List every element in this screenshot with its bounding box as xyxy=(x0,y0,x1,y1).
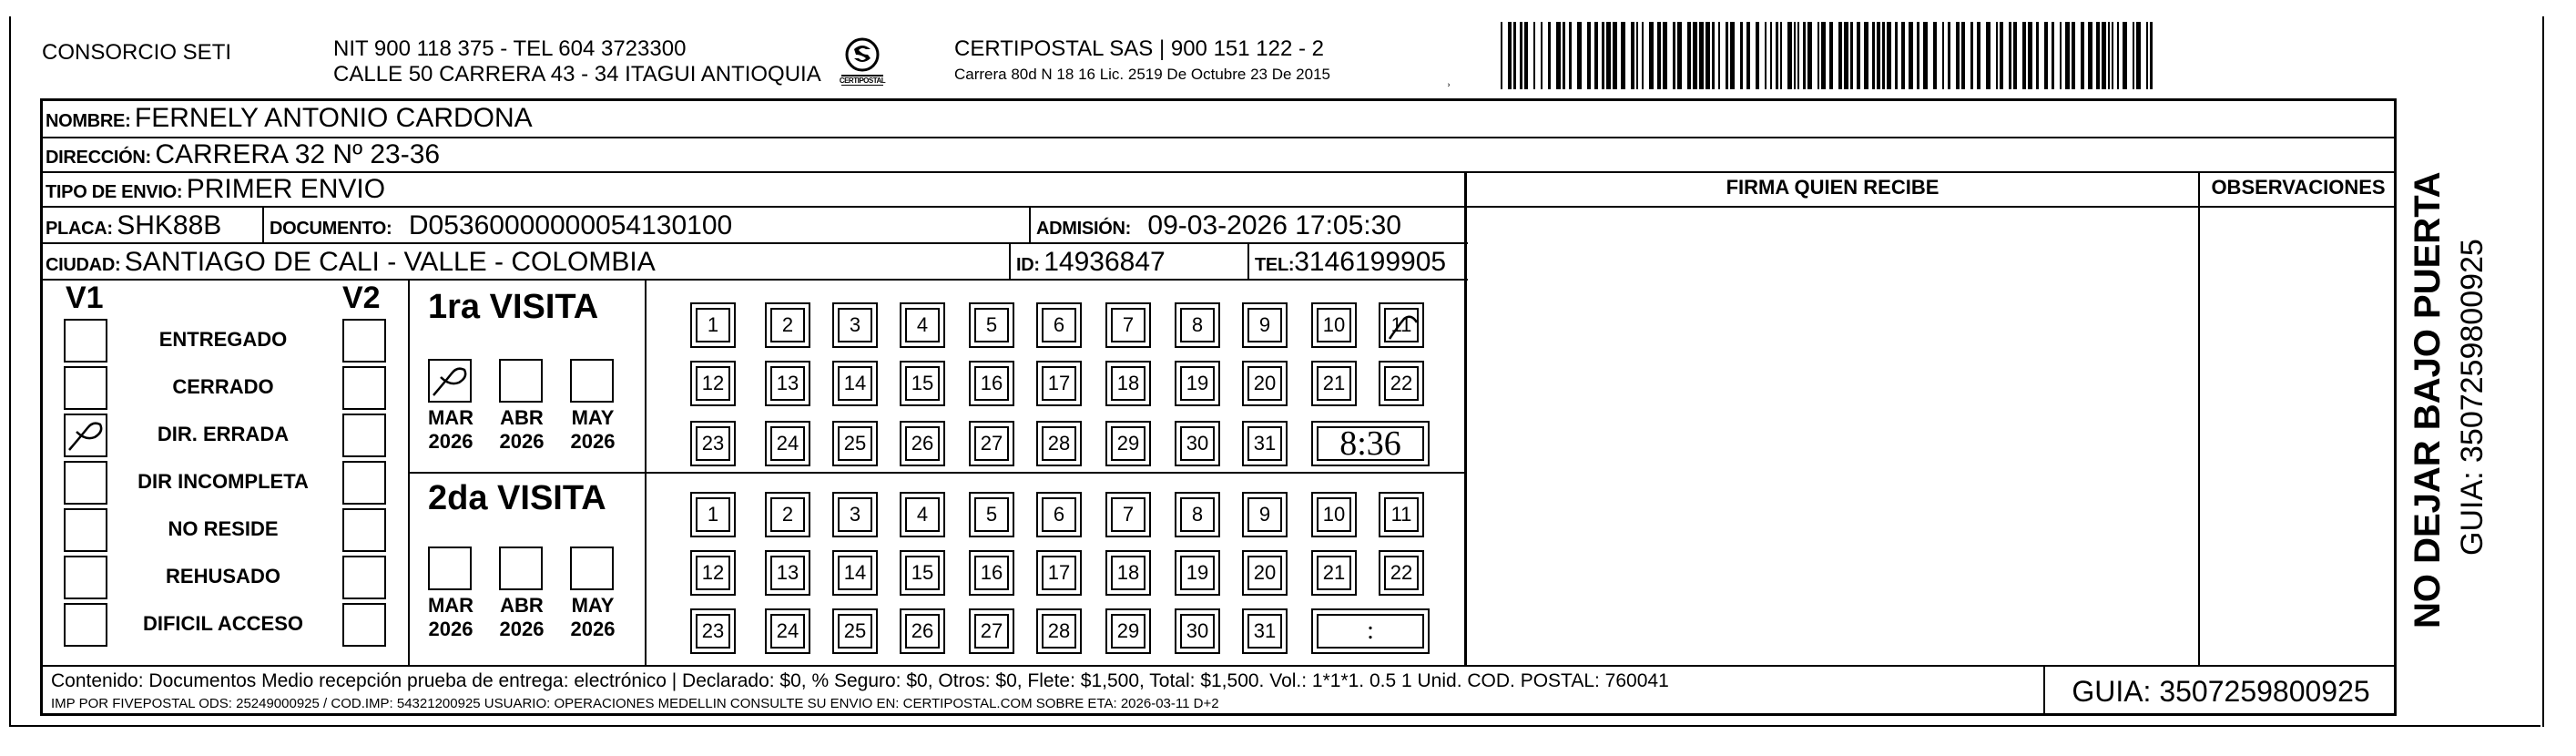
barcode-bar xyxy=(1602,22,1604,89)
day-number: 15 xyxy=(905,366,940,401)
day-number: 2 xyxy=(770,497,805,532)
barcode-bar xyxy=(1541,22,1543,89)
barcode-bar xyxy=(1787,22,1792,89)
nombre-row xyxy=(46,103,533,134)
id-label: ID: xyxy=(1016,255,1040,275)
day-number: 19 xyxy=(1180,366,1215,401)
day-number: 17 xyxy=(1042,366,1076,401)
day-box[interactable] xyxy=(900,608,945,654)
day-number: 16 xyxy=(974,366,1009,401)
day-box[interactable] xyxy=(900,550,945,596)
v1-label: V1 xyxy=(66,281,104,315)
barcode-bar xyxy=(1533,22,1535,89)
imp-line: IMP POR FIVEPOSTAL ODS: 25249000925 / COD.IMP: 54321200925 USUARIO: OPERACIONES MEDELLIN CONSULTE SU ENVIO EN: CERTIPOSTAL.COM SOBRE ETA: 2026-03-11 D+2 xyxy=(51,696,1219,711)
day-box[interactable] xyxy=(1036,421,1082,466)
barcode-bar xyxy=(1909,22,1913,89)
day-box[interactable] xyxy=(1105,550,1151,596)
day-number: 8 xyxy=(1180,497,1215,532)
barcode-bar xyxy=(1636,22,1638,89)
barcode-bar xyxy=(1556,22,1561,89)
barcode-bar xyxy=(1587,22,1591,89)
direccion-label: DIRECCIÓN: xyxy=(46,148,151,168)
barcode-bar xyxy=(2022,22,2026,89)
day-number: 25 xyxy=(838,426,872,461)
day-number: 8 xyxy=(1180,308,1215,342)
day-number: 9 xyxy=(1247,308,1282,342)
barcode-bar xyxy=(1917,22,1919,89)
status-label: REHUSADO xyxy=(166,565,280,587)
day-box[interactable] xyxy=(1175,421,1220,466)
barcode-bar xyxy=(1606,22,1611,89)
barcode-bar xyxy=(1872,22,1875,89)
tipo-row xyxy=(46,174,385,205)
day-number: 21 xyxy=(1317,556,1351,590)
documento-label: DOCUMENTO: xyxy=(270,219,392,239)
day-number: 6 xyxy=(1042,497,1076,532)
day-box[interactable] xyxy=(1175,550,1220,596)
day-number: 31 xyxy=(1247,426,1282,461)
barcode-bar xyxy=(2102,22,2106,89)
status-label: DIFICIL ACCESO xyxy=(142,612,303,635)
barcode-bar xyxy=(1864,22,1868,89)
day-box[interactable] xyxy=(969,302,1014,348)
barcode-bar xyxy=(1563,22,1565,89)
barcode-bar xyxy=(1765,22,1767,89)
admision-row xyxy=(1036,210,1401,241)
day-box[interactable] xyxy=(1242,608,1288,654)
barcode-bar xyxy=(1996,22,1998,89)
barcode-bar xyxy=(2028,22,2032,89)
status-label: DIR INCOMPLETA xyxy=(137,470,309,493)
day-box[interactable] xyxy=(690,492,736,537)
barcode-bar xyxy=(1513,22,1516,89)
barcode-bar xyxy=(2009,22,2011,89)
barcode-bar xyxy=(1780,22,1782,89)
day-box[interactable] xyxy=(1311,550,1357,596)
barcode-bar xyxy=(1548,22,1551,89)
day-box[interactable] xyxy=(1242,550,1288,596)
day-box[interactable] xyxy=(690,361,736,406)
day-box[interactable] xyxy=(1175,361,1220,406)
barcode-bar xyxy=(2150,22,2153,89)
day-number: 22 xyxy=(1384,556,1419,590)
day-number: 3 xyxy=(838,497,872,532)
barcode-bar xyxy=(1794,22,1796,89)
month-label: MAY 2026 xyxy=(570,406,616,453)
day-box[interactable] xyxy=(690,421,736,466)
day-number: 30 xyxy=(1180,614,1215,649)
barcode-bar xyxy=(1977,22,1980,89)
day-box[interactable] xyxy=(690,550,736,596)
barcode-bar xyxy=(1746,22,1750,89)
time-value: 8:36 xyxy=(1317,426,1424,461)
barcode-bar xyxy=(2112,22,2113,89)
day-number: 13 xyxy=(770,366,805,401)
status-label: CERRADO xyxy=(172,375,274,398)
day-number: 18 xyxy=(1111,366,1145,401)
month-label: ABR 2026 xyxy=(499,594,545,640)
day-number: 11 xyxy=(1384,308,1419,342)
day-box[interactable] xyxy=(832,492,878,537)
day-number: 9 xyxy=(1247,497,1282,532)
day-box[interactable] xyxy=(832,550,878,596)
day-number: 29 xyxy=(1111,426,1145,461)
barcode-bar xyxy=(1621,22,1625,89)
documento-row xyxy=(270,210,732,241)
barcode-bar xyxy=(1829,22,1833,89)
day-box[interactable] xyxy=(1175,492,1220,537)
barcode-bar xyxy=(1956,22,1960,89)
day-box[interactable] xyxy=(1105,302,1151,348)
barcode-bar xyxy=(1569,22,1572,89)
barcode-bar xyxy=(1797,22,1799,89)
barcode-bar xyxy=(1649,22,1654,89)
day-box[interactable] xyxy=(1105,361,1151,406)
barcode-bar xyxy=(1642,22,1644,89)
day-box[interactable] xyxy=(969,492,1014,537)
day-number: 4 xyxy=(905,497,940,532)
barcode-bar xyxy=(1776,22,1778,89)
barcode-bar xyxy=(1726,22,1728,89)
nit-line: NIT 900 118 375 - TEL 604 3723300 xyxy=(333,36,687,61)
barcode-bar xyxy=(2123,22,2127,89)
day-number: 5 xyxy=(974,308,1009,342)
barcode-bar xyxy=(1770,22,1772,89)
id-row xyxy=(1016,247,1166,278)
barcode-bar xyxy=(1524,22,1528,89)
day-box[interactable] xyxy=(1105,492,1151,537)
barcode-bar xyxy=(1942,22,1944,89)
day-box[interactable] xyxy=(1379,492,1424,537)
visit-title: 2da VISITA xyxy=(428,479,606,517)
day-box[interactable] xyxy=(1036,361,1082,406)
day-number: 14 xyxy=(838,366,872,401)
day-box[interactable] xyxy=(1036,550,1082,596)
address-line: CALLE 50 CARRERA 43 - 34 ITAGUI ANTIOQUIA xyxy=(333,62,821,87)
status-label: ENTREGADO xyxy=(158,328,288,351)
day-box[interactable] xyxy=(1036,492,1082,537)
day-number: 24 xyxy=(770,614,805,649)
day-number: 14 xyxy=(838,556,872,590)
id-value: 14936847 xyxy=(1044,247,1166,277)
barcode-bar xyxy=(2072,22,2075,89)
barcode-bar xyxy=(2146,22,2148,89)
day-number: 18 xyxy=(1111,556,1145,590)
barcode-bar xyxy=(1877,22,1880,89)
day-number: 21 xyxy=(1317,366,1351,401)
day-box[interactable] xyxy=(832,361,878,406)
barcode-bar xyxy=(1901,22,1905,89)
barcode-bar xyxy=(1631,22,1634,89)
day-box[interactable] xyxy=(1379,361,1424,406)
barcode-bar xyxy=(1807,22,1812,89)
day-number: 26 xyxy=(905,614,940,649)
barcode-bar xyxy=(2065,22,2070,89)
barcode-bar xyxy=(1948,22,1950,89)
barcode-bar xyxy=(1857,22,1860,89)
status-label: NO RESIDE xyxy=(168,517,279,540)
barcode xyxy=(1501,22,2158,95)
barcode-bar xyxy=(1961,22,1965,89)
day-box[interactable] xyxy=(1175,608,1220,654)
day-box[interactable] xyxy=(765,492,810,537)
barcode-bar xyxy=(1817,22,1819,89)
day-box[interactable] xyxy=(690,302,736,348)
firma-area[interactable] xyxy=(1468,208,2198,665)
day-number: 28 xyxy=(1042,614,1076,649)
tel-value: 3146199905 xyxy=(1294,247,1447,277)
footer-guia: GUIA: 3507259800925 xyxy=(2072,674,2370,708)
day-number: 3 xyxy=(838,308,872,342)
day-number: 28 xyxy=(1042,426,1076,461)
firma-label: FIRMA QUIEN RECIBE xyxy=(1726,176,1940,199)
day-number: 25 xyxy=(838,614,872,649)
barcode-bar xyxy=(2081,22,2084,89)
barcode-bar xyxy=(1594,22,1598,89)
day-box[interactable] xyxy=(765,361,810,406)
status-label: DIR. ERRADA xyxy=(157,423,290,445)
barcode-bar xyxy=(1756,22,1759,89)
visit-title: 1ra VISITA xyxy=(428,288,599,326)
barcode-bar xyxy=(1520,22,1522,89)
barcode-bar xyxy=(2052,22,2054,89)
nombre-value: FERNELY ANTONIO CARDONA xyxy=(134,103,533,133)
month-checkbox[interactable] xyxy=(428,359,472,403)
ciudad-label: CIUDAD: xyxy=(46,255,121,275)
side-guia: GUIA: 3507259800925 xyxy=(2455,239,2489,556)
day-number: 23 xyxy=(696,426,730,461)
barcode-bar xyxy=(2117,22,2119,89)
barcode-bar xyxy=(1577,22,1582,89)
month-checkbox[interactable] xyxy=(570,359,614,403)
tel-label: TEL: xyxy=(1255,255,1295,275)
day-box[interactable] xyxy=(690,608,736,654)
direccion-value: CARRERA 32 Nº 23-36 xyxy=(155,139,441,169)
day-box[interactable] xyxy=(1105,421,1151,466)
barcode-bar xyxy=(1687,22,1691,89)
day-box[interactable] xyxy=(1036,302,1082,348)
day-box[interactable] xyxy=(1379,302,1424,348)
day-box[interactable] xyxy=(832,608,878,654)
day-number: 12 xyxy=(696,556,730,590)
placa-row xyxy=(46,210,221,241)
day-box[interactable] xyxy=(1242,302,1288,348)
barcode-bar xyxy=(2000,22,2003,89)
day-box[interactable] xyxy=(1105,608,1151,654)
barcode-bar xyxy=(2108,22,2110,89)
day-box[interactable] xyxy=(1379,550,1424,596)
barcode-bar xyxy=(2136,22,2141,89)
barcode-bar xyxy=(1970,22,1973,89)
day-box[interactable] xyxy=(765,550,810,596)
day-number: 12 xyxy=(696,366,730,401)
ciudad-value: SANTIAGO DE CALI - VALLE - COLOMBIA xyxy=(124,247,656,277)
barcode-bar xyxy=(1740,22,1743,89)
nombre-label: NOMBRE: xyxy=(46,111,131,131)
tel-row xyxy=(1255,247,1446,278)
month-checkbox[interactable] xyxy=(570,547,614,590)
month-label: MAY 2026 xyxy=(570,594,616,640)
day-box[interactable] xyxy=(900,421,945,466)
barcode-bar xyxy=(1501,22,1502,89)
barcode-bar xyxy=(1986,22,1991,89)
day-number: 27 xyxy=(974,614,1009,649)
day-box[interactable] xyxy=(969,361,1014,406)
barcode-bar xyxy=(2044,22,2048,89)
barcode-bar xyxy=(1699,22,1704,89)
day-number: 30 xyxy=(1180,426,1215,461)
month-checkbox[interactable] xyxy=(428,547,472,590)
barcode-bar xyxy=(1882,22,1885,89)
day-number: 16 xyxy=(974,556,1009,590)
day-box[interactable] xyxy=(765,302,810,348)
day-box[interactable] xyxy=(832,302,878,348)
day-number: 20 xyxy=(1247,556,1282,590)
barcode-bar xyxy=(1923,22,1928,89)
day-box[interactable] xyxy=(1242,421,1288,466)
day-box[interactable] xyxy=(1311,302,1357,348)
tipo-value: PRIMER ENVIO xyxy=(186,174,386,204)
barcode-bar xyxy=(1803,22,1806,89)
day-number: 10 xyxy=(1317,497,1351,532)
month-label: ABR 2026 xyxy=(499,406,545,453)
time-box[interactable] xyxy=(1311,421,1430,466)
no-dejar-label: NO DEJAR BAJO PUERTA xyxy=(2408,171,2448,628)
observaciones-area[interactable] xyxy=(2200,208,2395,665)
company-name: CONSORCIO SETI xyxy=(42,40,232,65)
day-number: 1 xyxy=(696,308,730,342)
observaciones-label: OBSERVACIONES xyxy=(2211,176,2386,199)
month-checkbox[interactable] xyxy=(499,359,543,403)
day-number: 13 xyxy=(770,556,805,590)
certipostal-line-1: CERTIPOSTAL SAS | 900 151 122 - 2 xyxy=(954,36,1324,61)
day-number: 23 xyxy=(696,614,730,649)
month-checkbox[interactable] xyxy=(499,547,543,590)
barcode-bar xyxy=(1838,22,1842,89)
barcode-bar xyxy=(2133,22,2134,89)
day-number: 4 xyxy=(905,308,940,342)
day-number: 2 xyxy=(770,308,805,342)
documento-value: D05360000000054130100 xyxy=(408,210,733,240)
certipostal-logo xyxy=(836,35,889,91)
barcode-bar xyxy=(1677,22,1682,89)
barcode-bar xyxy=(1844,22,1848,89)
time-value: : xyxy=(1317,614,1424,649)
day-box[interactable] xyxy=(765,608,810,654)
admision-value: 09-03-2026 17:05:30 xyxy=(1147,210,1401,240)
barcode-bar xyxy=(1693,22,1697,89)
barcode-bar xyxy=(1663,22,1667,89)
day-box[interactable] xyxy=(969,550,1014,596)
placa-value: SHK88B xyxy=(117,210,222,240)
day-box[interactable] xyxy=(1036,608,1082,654)
tipo-label: TIPO DE ENVIO: xyxy=(46,182,183,202)
day-box[interactable] xyxy=(1175,302,1220,348)
day-box[interactable] xyxy=(969,608,1014,654)
day-box[interactable] xyxy=(1311,361,1357,406)
month-label: MAR 2026 xyxy=(427,594,474,640)
barcode-bar xyxy=(1933,22,1937,89)
day-number: 20 xyxy=(1247,366,1282,401)
day-box[interactable] xyxy=(900,302,945,348)
day-box[interactable] xyxy=(765,421,810,466)
day-number: 24 xyxy=(770,426,805,461)
day-box[interactable] xyxy=(1242,361,1288,406)
barcode-bar xyxy=(2096,22,2100,89)
day-number: 27 xyxy=(974,426,1009,461)
month-label: MAR 2026 xyxy=(427,406,474,453)
barcode-bar xyxy=(1730,22,1735,89)
barcode-bar xyxy=(2036,22,2039,89)
admision-label: ADMISIÓN: xyxy=(1036,219,1131,239)
barcode-bar xyxy=(1712,22,1715,89)
day-box[interactable] xyxy=(969,421,1014,466)
contenido-line: Contenido: Documentos Medio recepción prueba de entrega: electrónico | Declarado: $0, % Seguro: $0, Otros: $0, Flete: $1,500, Total: $1,500. Vol.: 1*1*1. 0.5 1 Unid. COD. POSTAL: 760041 xyxy=(51,670,1669,691)
day-box[interactable] xyxy=(900,361,945,406)
logo-text: CERTIPOSTAL xyxy=(839,77,886,85)
day-number: 11 xyxy=(1384,497,1419,532)
barcode-bar xyxy=(1705,22,1710,89)
placa-label: PLACA: xyxy=(46,219,113,239)
barcode-bar xyxy=(1850,22,1853,89)
barcode-bar xyxy=(1657,22,1661,89)
barcode-bar xyxy=(2060,22,2062,89)
ciudad-row xyxy=(46,247,656,278)
barcode-bar xyxy=(1673,22,1675,89)
day-number: 15 xyxy=(905,556,940,590)
barcode-bar xyxy=(1613,22,1617,89)
day-number: 1 xyxy=(696,497,730,532)
direccion-row xyxy=(46,139,440,170)
day-number: 17 xyxy=(1042,556,1076,590)
tick-mark: ˒ xyxy=(1446,73,1451,91)
certipostal-line-2: Carrera 80d N 18 16 Lic. 2519 De Octubre 23 De 2015 xyxy=(954,66,1330,83)
day-number: 22 xyxy=(1384,366,1419,401)
day-box[interactable] xyxy=(832,421,878,466)
day-box[interactable] xyxy=(1311,492,1357,537)
time-box[interactable] xyxy=(1311,608,1430,654)
barcode-bar xyxy=(2013,22,2017,89)
day-number: 7 xyxy=(1111,497,1145,532)
day-number: 10 xyxy=(1317,308,1351,342)
barcode-bar xyxy=(1887,22,1891,89)
barcode-bar xyxy=(1895,22,1898,89)
day-number: 5 xyxy=(974,497,1009,532)
barcode-bar xyxy=(1508,22,1512,89)
barcode-bar xyxy=(1718,22,1720,89)
barcode-bar xyxy=(2088,22,2092,89)
day-box[interactable] xyxy=(900,492,945,537)
v2-label: V2 xyxy=(342,281,381,315)
day-number: 7 xyxy=(1111,308,1145,342)
day-number: 6 xyxy=(1042,308,1076,342)
barcode-bar xyxy=(1821,22,1826,89)
day-number: 19 xyxy=(1180,556,1215,590)
day-box[interactable] xyxy=(1242,492,1288,537)
day-number: 29 xyxy=(1111,614,1145,649)
day-number: 31 xyxy=(1247,614,1282,649)
day-number: 26 xyxy=(905,426,940,461)
